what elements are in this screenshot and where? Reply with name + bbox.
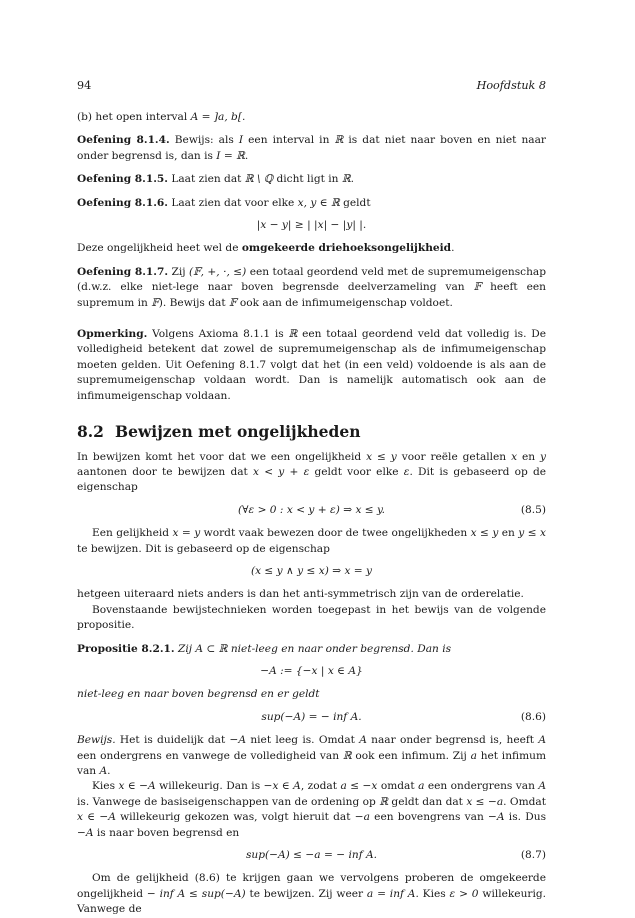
- section-heading: [77, 422, 546, 442]
- chapter-title: Hoofdstuk 8: [476, 79, 546, 92]
- exercise-label: Oefening 8.1.7.: [77, 265, 169, 278]
- exercise-label: Oefening 8.1.5.: [77, 173, 168, 186]
- remark-label: Opmerking.: [77, 328, 148, 341]
- antisymmetry-formula: (x ≤ y ∧ y ≤ x) ⇒ x = y: [250, 564, 373, 577]
- proof-paragraph-2: Kies x ∈ −A willekeurig. Dan is −x ∈ A, zodat a ≤ −x omdat a een ondergrens van A is. Vanwege de basiseigenschappen van de ordening op ℝ geldt dan dat x ≤ −a. Omdat x ∈ −A willekeurig gekozen was, volgt hieruit dat −a een bovengrens van −A is. Dus −A is naar boven begrensd en: [77, 780, 547, 839]
- remark: Opmerking. Volgens Axioma 8.1.1 is ℝ een totaal geordend veld dat volledig is. De volledigheid betekent dat zowel de supremumeigenschap als de infimumeigenschap moeten gelden. Uit Oefening 8.1.7 volgt dat het (in een veld) voldoende is als aan de supremumeigenschap voldaan wordt. Dan is namelijk automatisch ook aan de infimumeigenschap voldaan.: [77, 328, 546, 402]
- exercise-8-1-7: Oefening 8.1.7. Zij (𝔽, +, ·, ≤) een totaal geordend veld met de supremumeigenschap (d.w.z. elke niet-lege naar boven begrensde deelverzameling van 𝔽 heeft een supremum in 𝔽). Bewijs dat 𝔽 ook aan de infimumeigenschap voldoet.: [77, 265, 546, 309]
- proposition-label: Propositie 8.2.1.: [77, 642, 175, 655]
- equation-8-7: sup(−A) ≤ −a = − inf A. (8.7): [77, 848, 546, 863]
- paragraph-antisymmetry: hetgeen uiteraard niets anders is dan het anti-symmetrisch zijn van de orderelatie.: [77, 588, 524, 601]
- exercise-label: Oefening 8.1.4.: [77, 134, 170, 147]
- equation-8-6: sup(−A) = − inf A. (8.6): [77, 710, 546, 725]
- equation-8-5: (∀ε > 0 : x < y + ε) ⇒ x ≤ y. (8.5): [77, 503, 546, 518]
- proposition-8-2-1: Propositie 8.2.1. Zij A ⊂ ℝ niet-leeg en naar onder begrensd. Dan is: [77, 642, 452, 655]
- equation-tag: (8.6): [520, 710, 546, 723]
- proof-label: Bewijs.: [77, 734, 116, 747]
- defined-term: omgekeerde driehoeksongelijkheid: [241, 242, 452, 255]
- page-header: [77, 79, 546, 93]
- paragraph-equality-proofs: Een gelijkheid x = y wordt vaak bewezen door de twee ongelijkheden x ≤ y en y ≤ x te bewijzen. Dit is gebaseerd op de eigenschap: [77, 527, 546, 555]
- exercise-8-1-4: Oefening 8.1.4. Bewijs: als I een interval in ℝ is dat niet naar boven en niet naar onder begrensd is, dan is I = ℝ.: [77, 134, 546, 162]
- exercise-8-1-6: Oefening 8.1.6. Laat zien dat voor elke x, y ∈ ℝ geldt: [77, 196, 371, 209]
- paragraph-inequality-proofs: In bewijzen komt het voor dat we een ongelijkheid x ≤ y voor reële getallen x en y aantonen door te bewijzen dat x < y + ε geldt voor elke ε. Dit is gebaseerd op de eigenschap: [77, 450, 546, 494]
- proof-paragraph-1: Bewijs. Het is duidelijk dat −A niet leeg is. Omdat A naar onder begrensd is, heeft A een ondergrens en vanwege de volledigheid van ℝ ook een infimum. Zij a het infimum van A.: [77, 734, 547, 777]
- section-number: 8.2: [77, 422, 104, 442]
- equation-tag: (8.7): [520, 849, 546, 862]
- paragraph-techniques: Bovenstaande bewijstechnieken worden toegepast in het bewijs van de volgende propositie.: [77, 603, 546, 632]
- page-number: 94: [77, 79, 92, 92]
- page-content: [77, 110, 546, 918]
- equation-tag: (8.5): [520, 503, 546, 516]
- section-title: Bewijzen met ongelijkheden: [115, 422, 361, 442]
- item-b: (b) het open interval A = ]a, b[.: [77, 111, 246, 123]
- proposition-continuation: niet-leeg en naar boven begrensd en er geldt: [77, 688, 320, 701]
- exercise-8-1-5: Oefening 8.1.5. Laat zien dat ℝ \ ℚ dicht ligt in ℝ.: [77, 173, 354, 186]
- reverse-triangle-text: Deze ongelijkheid heet wel de omgekeerde driehoeksongelijkheid.: [77, 242, 455, 255]
- proof-paragraph-3: Om de gelijkheid (8.6) te krijgen gaan we vervolgens proberen de omgekeerde ongelijkheid − inf A ≤ sup(−A) te bewijzen. Zij weer a = inf A. Kies ε > 0 willekeurig. Vanwege de: [77, 872, 546, 916]
- reverse-triangle-inequality-formula: |x − y| ≥ | |x| − |y| |.: [256, 219, 367, 232]
- negated-set-definition: −A := {−x | x ∈ A}: [260, 664, 363, 677]
- exercise-label: Oefening 8.1.6.: [77, 196, 168, 209]
